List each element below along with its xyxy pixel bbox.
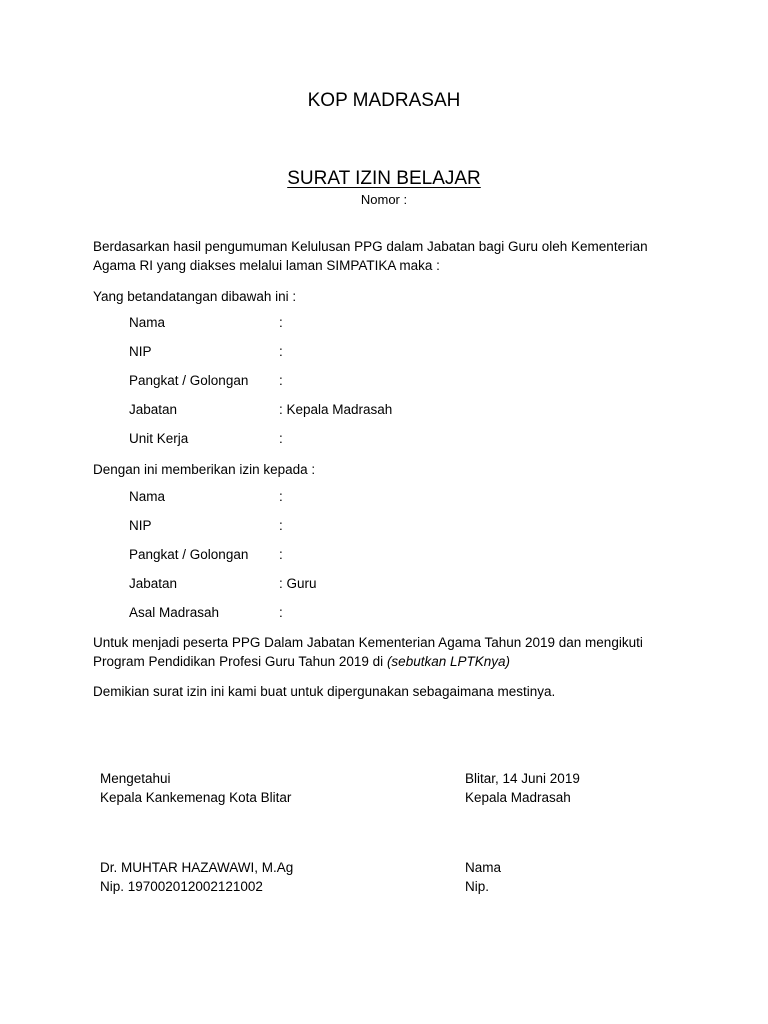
right-signer-identity bbox=[465, 858, 501, 896]
field-value: : bbox=[279, 373, 283, 388]
field-value: : Kepala Madrasah bbox=[279, 402, 393, 417]
field-label: Asal Madrasah bbox=[129, 605, 220, 620]
field-label: Pangkat / Golongan bbox=[129, 547, 249, 562]
intro-paragraph bbox=[93, 237, 693, 275]
purpose-line-1: Untuk menjadi peserta PPG Dalam Jabatan Kementerian Agama Tahun 2019 dan mengikuti bbox=[93, 635, 643, 650]
document-number-label: Nomor : bbox=[360, 192, 408, 207]
left-signature-line-2: Kepala Kankemenag Kota Blitar bbox=[100, 790, 292, 805]
field-value: : bbox=[279, 315, 283, 330]
signer-field-nip bbox=[129, 344, 629, 364]
grantee-field-pangkat bbox=[129, 547, 629, 567]
grantee-field-nama bbox=[129, 489, 629, 509]
purpose-paragraph bbox=[93, 633, 693, 671]
grantee-intro: Dengan ini memberikan izin kepada : bbox=[93, 462, 316, 477]
purpose-line-2-note: (sebutkan LPTKnya) bbox=[386, 654, 510, 669]
field-value: : bbox=[279, 344, 283, 359]
right-signature-block bbox=[465, 769, 580, 807]
document-title: SURAT IZIN BELAJAR bbox=[287, 168, 481, 189]
right-signature-line-2: Kepala Madrasah bbox=[465, 790, 571, 805]
field-label: NIP bbox=[129, 518, 152, 533]
field-value: : bbox=[279, 431, 283, 446]
signer-field-nama bbox=[129, 315, 629, 335]
field-label: Nama bbox=[129, 489, 166, 504]
closing-sentence: Demikian surat izin ini kami buat untuk dipergunakan sebagaimana mestinya. bbox=[93, 684, 556, 699]
intro-line-1: Berdasarkan hasil pengumuman Kelulusan PPG dalam Jabatan bagi Guru oleh Kementerian bbox=[93, 239, 648, 254]
purpose-line-2 bbox=[93, 652, 693, 671]
field-value: : bbox=[279, 489, 283, 504]
field-label: Jabatan bbox=[129, 576, 178, 591]
field-label: Unit Kerja bbox=[129, 431, 189, 446]
field-label: NIP bbox=[129, 344, 152, 359]
field-label: Pangkat / Golongan bbox=[129, 373, 249, 388]
grantee-field-asal-madrasah bbox=[129, 605, 629, 625]
letterhead-placeholder: KOP MADRASAH bbox=[307, 90, 461, 111]
right-signature-line-1: Blitar, 14 Juni 2019 bbox=[465, 771, 580, 786]
signer-field-jabatan bbox=[129, 402, 629, 422]
field-label: Jabatan bbox=[129, 402, 178, 417]
left-signature-line-1: Mengetahui bbox=[100, 771, 171, 786]
right-signer-name: Nama bbox=[465, 860, 502, 875]
left-signer-name: Dr. MUHTAR HAZAWAWI, M.Ag bbox=[100, 860, 294, 875]
field-value: : bbox=[279, 605, 283, 620]
left-signer-nip: Nip. 197002012002121002 bbox=[100, 879, 263, 894]
field-label: Nama bbox=[129, 315, 166, 330]
field-value: : bbox=[279, 547, 283, 562]
intro-line-2: Agama RI yang diakses melalui laman SIMPATIKA maka : bbox=[93, 258, 440, 273]
left-signature-block bbox=[100, 769, 291, 807]
signer-field-pangkat bbox=[129, 373, 629, 393]
field-value: : bbox=[279, 518, 283, 533]
signer-intro: Yang betandatangan dibawah ini : bbox=[93, 289, 297, 304]
field-value: : Guru bbox=[279, 576, 317, 591]
purpose-line-2-text: Program Pendidikan Profesi Guru Tahun 2019 di bbox=[93, 654, 387, 669]
grantee-field-jabatan bbox=[129, 576, 629, 596]
right-signer-nip: Nip. bbox=[465, 879, 490, 894]
signer-field-unit-kerja bbox=[129, 431, 629, 451]
grantee-field-nip bbox=[129, 518, 629, 538]
left-signer-identity bbox=[100, 858, 293, 896]
